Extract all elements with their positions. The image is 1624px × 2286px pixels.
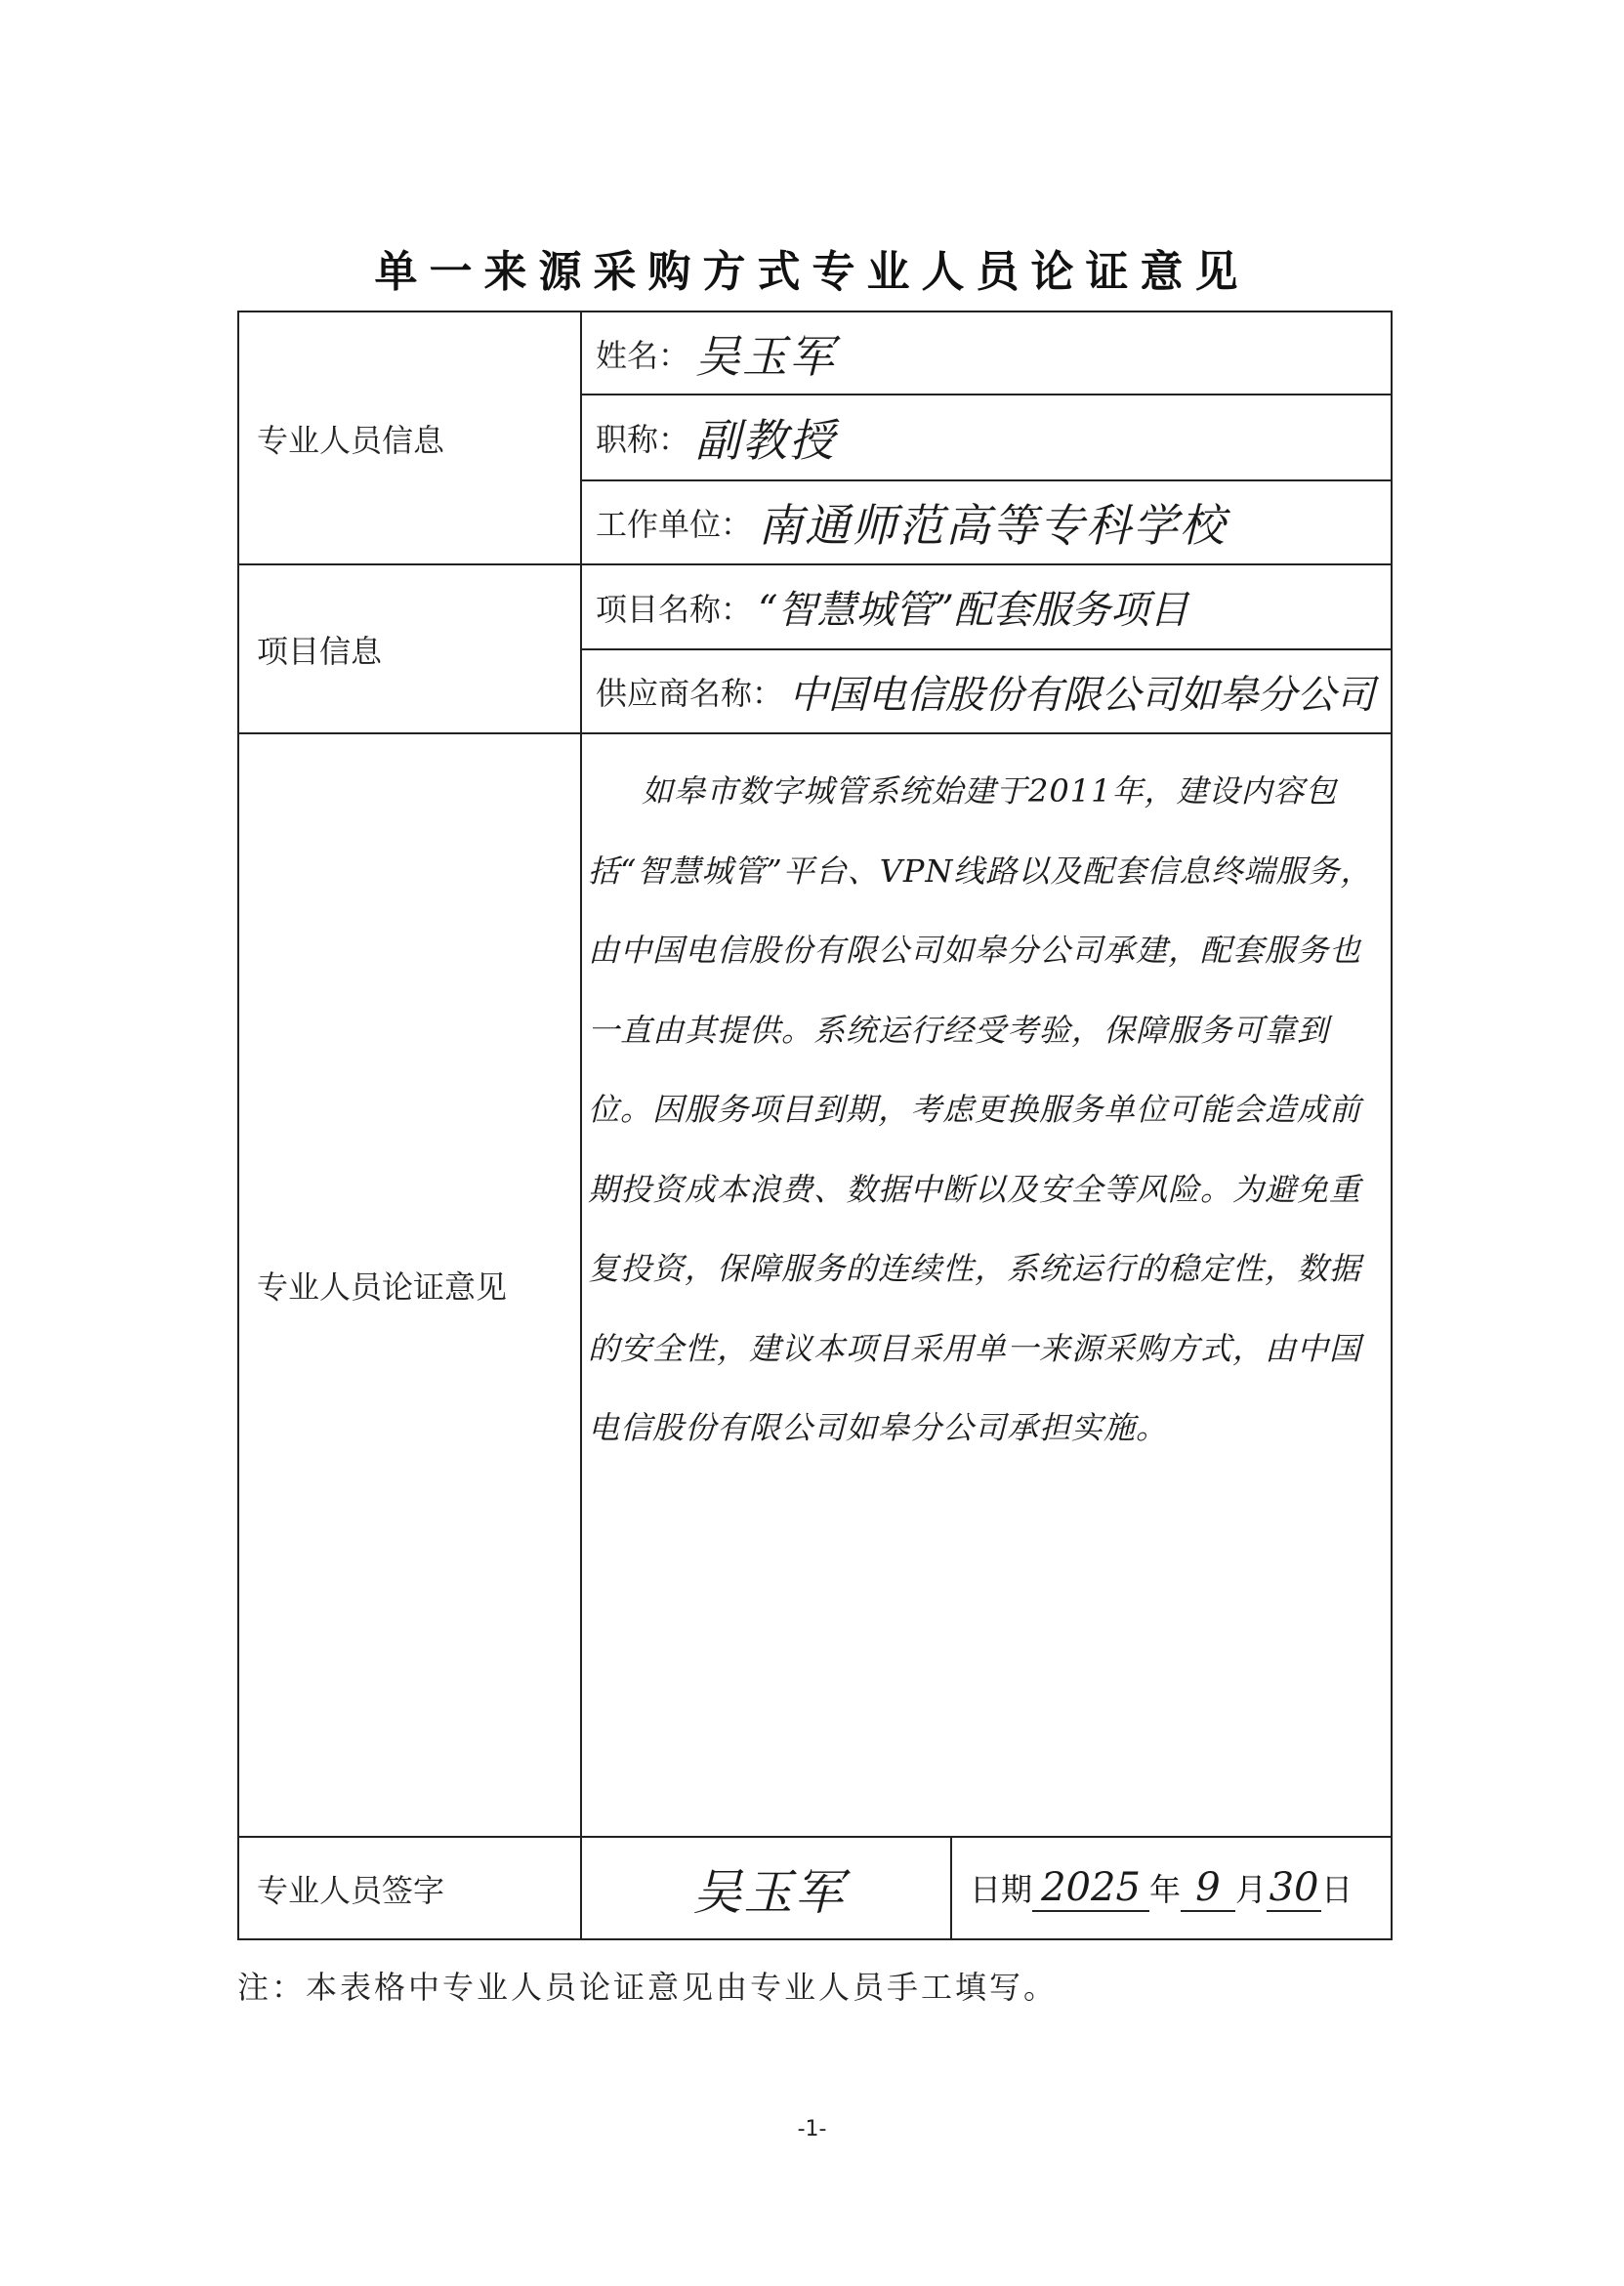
opinion-text: 如皋市数字城管系统始建于2011年，建设内容包括“智慧城管”平台、VPN线路以及配套信息终端服务，由中国电信股份有限公司如皋分公司承建，配套服务也一直由其提供。系统运行经受考验，保障服务可靠到位。因服务项目到期，考虑更换服务单位可能会造成前期投资成本浪费、数据中断以及安全等风险。为避免重复投资，保障服务的连续性，系统运行的稳定性，数据的安全性，建议本项目采用单一来源采购方式，由中国电信股份有限公司如皋分公司承担实施。 <box>588 772 1373 1446</box>
title-value: 副教授 <box>695 414 837 467</box>
section-signature: 专业人员签字 <box>238 1837 581 1939</box>
title-cell <box>581 395 1392 480</box>
date-day-unit: 日 <box>1321 1870 1353 1908</box>
date-day: 30 <box>1267 1865 1321 1912</box>
supplier-cell <box>581 649 1392 733</box>
date-label: 日期 <box>970 1870 1033 1908</box>
signature-cell <box>581 1837 951 1939</box>
date-month-unit: 月 <box>1235 1870 1268 1908</box>
employer-label: 工作单位： <box>596 506 753 543</box>
employer-value: 南通师范高等专科学校 <box>758 499 1228 552</box>
name-label: 姓名： <box>596 336 690 374</box>
project-name-label: 项目名称： <box>596 590 753 628</box>
section-project-info: 项目信息 <box>238 564 581 733</box>
row-name <box>238 312 1392 395</box>
handwritten-signature: 吴玉军 <box>692 1863 846 1921</box>
date-cell <box>951 1837 1392 1939</box>
title-label: 职称： <box>596 421 690 458</box>
supplier-label: 供应商名称： <box>596 675 784 712</box>
project-name-value: “智慧城管”配套服务项目 <box>758 588 1188 633</box>
section-personnel-info: 专业人员信息 <box>238 312 581 564</box>
employer-cell <box>581 480 1392 564</box>
document-title: 单一来源采购方式专业人员论证意见 <box>374 247 1250 297</box>
date-year-unit: 年 <box>1149 1870 1182 1908</box>
argument-form-table <box>237 311 1393 1940</box>
footnote: 注：本表格中专业人员论证意见由专业人员手工填写。 <box>237 1969 1059 2006</box>
row-project-name <box>238 564 1392 649</box>
page-number: -1- <box>797 2117 827 2141</box>
name-cell <box>581 312 1392 395</box>
row-signature <box>238 1837 1392 1939</box>
date-year: 2025 <box>1032 1865 1149 1912</box>
opinion-cell <box>581 733 1392 1837</box>
project-name-cell <box>581 564 1392 649</box>
date-month: 9 <box>1181 1865 1235 1912</box>
name-value: 吴玉军 <box>695 329 837 383</box>
section-opinion: 专业人员论证意见 <box>238 733 581 1837</box>
row-opinion <box>238 733 1392 1837</box>
supplier-value: 中国电信股份有限公司如皋分公司 <box>789 672 1376 718</box>
